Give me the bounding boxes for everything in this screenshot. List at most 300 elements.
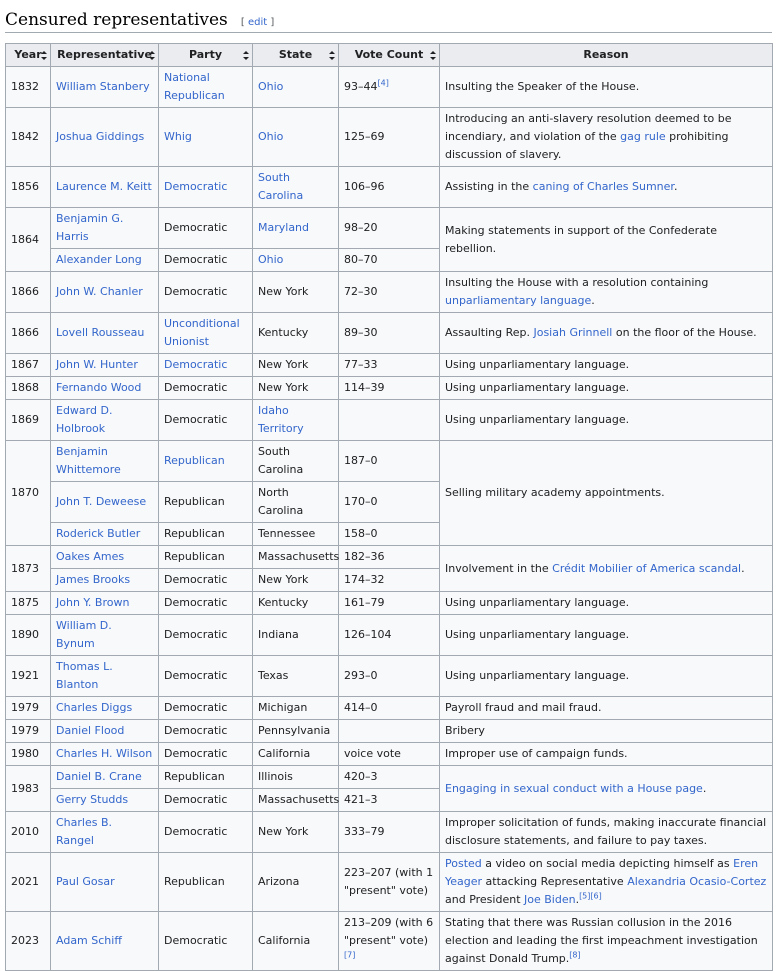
state-cell (253, 482, 339, 523)
reason-text: prohibiting discussion of slavery. (445, 130, 729, 161)
representative-cell (51, 167, 159, 208)
party-cell (159, 441, 253, 482)
representative-cell (51, 592, 159, 615)
representative-link[interactable]: William D. Bynum (56, 619, 112, 650)
party-value: Democratic (164, 285, 228, 298)
reason-cell (440, 766, 773, 812)
reason-text: . (741, 561, 745, 575)
vote-count-cell (339, 743, 440, 766)
reason-cell (440, 812, 773, 853)
vote-count-value: 421–3 (344, 793, 378, 806)
representative-link[interactable]: Alexander Long (56, 253, 142, 266)
table-row (6, 167, 773, 208)
year-cell (6, 656, 51, 697)
representative-cell (51, 108, 159, 167)
state-cell (253, 67, 339, 108)
representative-link[interactable]: Charles H. Wilson (56, 747, 153, 760)
year-value: 1980 (11, 747, 39, 760)
reason-cell (440, 400, 773, 441)
representative-cell (51, 249, 159, 272)
representative-cell (51, 789, 159, 812)
party-cell (159, 766, 253, 789)
state-cell (253, 697, 339, 720)
vote-count-cell (339, 167, 440, 208)
state-cell (253, 853, 339, 912)
representative-cell (51, 208, 159, 249)
reason-text: Using unparliamentary language. (445, 628, 630, 641)
representative-link[interactable]: Fernando Wood (56, 381, 142, 394)
citation-link[interactable]: [4] (377, 78, 389, 88)
vote-count-cell (339, 67, 440, 108)
year-cell (6, 812, 51, 853)
state-value: Illinois (258, 770, 293, 783)
reason-text: Insulting the House with a resolution containing (445, 276, 709, 289)
representative-cell (51, 569, 159, 592)
vote-count-value: 125–69 (344, 130, 385, 143)
reason-text: on the floor of the House. (612, 326, 757, 339)
year-cell (6, 377, 51, 400)
state-cell (253, 546, 339, 569)
representative-link[interactable]: Charles Diggs (56, 701, 133, 714)
vote-count-cell (339, 523, 440, 546)
vote-count-cell (339, 272, 440, 313)
party-cell (159, 812, 253, 853)
year-cell (6, 546, 51, 592)
year-value: 1864 (11, 232, 39, 246)
vote-count-value: 293–0 (344, 669, 378, 682)
party-value: Democratic (164, 724, 228, 737)
state-value: Pennsylvania (258, 724, 331, 737)
year-cell (6, 592, 51, 615)
vote-count-cell (339, 208, 440, 249)
reason-cell (440, 656, 773, 697)
year-cell (6, 720, 51, 743)
state-link[interactable]: South Carolina (258, 171, 304, 202)
sort-icon[interactable] (243, 51, 248, 60)
year-value: 1890 (11, 628, 39, 641)
vote-count-value: 182–36 (344, 550, 385, 563)
vote-count-cell (339, 812, 440, 853)
year-cell (6, 108, 51, 167)
vote-count-value: 187–0 (344, 454, 378, 467)
reason-text: Using unparliamentary language. (445, 669, 630, 682)
representative-link[interactable]: Joshua Giddings (56, 130, 145, 143)
table-row (6, 812, 773, 853)
reason-text: attacking Representative (482, 875, 628, 888)
representative-link[interactable]: Daniel Flood (56, 724, 125, 737)
reason-link[interactable]: Eren Yeager (445, 857, 759, 888)
vote-count-value: 126–104 (344, 628, 392, 641)
reason-text: Improper use of campaign funds. (445, 747, 628, 760)
state-link[interactable]: Ohio (258, 80, 284, 93)
party-value: Democratic (164, 253, 228, 266)
party-cell (159, 592, 253, 615)
state-cell (253, 743, 339, 766)
reason-text: . (702, 781, 707, 795)
reason-link[interactable]: Engaging in sexual conduct with a House page (445, 781, 703, 795)
reason-cell (440, 592, 773, 615)
state-cell (253, 766, 339, 789)
state-value: Indiana (258, 628, 299, 641)
vote-count-value: 333–79 (344, 825, 385, 838)
vote-count-value: 89–30 (344, 326, 378, 339)
reason-cell (440, 697, 773, 720)
vote-count-cell (339, 249, 440, 272)
year-value: 1873 (11, 561, 39, 575)
reason-text: Insulting the Speaker of the House. (445, 80, 640, 93)
reason-text: Using unparliamentary language. (445, 381, 630, 394)
reason-text: Improper solicitation of funds, making inaccurate financial disclosure statements, and failure to pay taxes. (445, 816, 767, 847)
table-row (6, 67, 773, 108)
state-cell (253, 249, 339, 272)
state-cell (253, 523, 339, 546)
representative-link[interactable]: Oakes Ames (56, 550, 125, 563)
reason-cell (440, 208, 773, 272)
representative-link[interactable]: William Stanbery (56, 80, 150, 93)
reason-text: Using unparliamentary language. (445, 358, 630, 371)
party-value: Democratic (164, 825, 228, 838)
table-row (6, 313, 773, 354)
party-cell (159, 482, 253, 523)
reason-cell (440, 912, 773, 971)
representative-cell (51, 523, 159, 546)
reason-cell (440, 108, 773, 167)
reason-text: . (575, 893, 580, 906)
representative-cell (51, 354, 159, 377)
reason-text: . (673, 180, 678, 193)
vote-count-cell (339, 592, 440, 615)
table-row (6, 208, 773, 249)
state-value: Arizona (258, 875, 300, 888)
table-row (6, 354, 773, 377)
vote-count-value: 158–0 (344, 527, 378, 540)
vote-count-cell (339, 853, 440, 912)
party-cell (159, 313, 253, 354)
year-value: 1870 (11, 486, 39, 499)
party-cell (159, 400, 253, 441)
representative-cell (51, 313, 159, 354)
representative-link[interactable]: Daniel B. Crane (56, 770, 142, 783)
reason-text: Payroll fraud and mail fraud. (445, 701, 602, 714)
vote-count-cell (339, 615, 440, 656)
vote-count-value: 420–3 (344, 770, 378, 783)
party-link[interactable]: Whig (164, 130, 192, 143)
representative-link[interactable]: James Brooks (56, 573, 131, 586)
reason-text: Using unparliamentary language. (445, 596, 630, 609)
year-value: 1842 (11, 130, 39, 143)
reason-cell (440, 354, 773, 377)
year-value: 1856 (11, 180, 39, 193)
reason-link[interactable]: Crédit Mobilier of America scandal (552, 561, 742, 575)
reason-link[interactable]: Posted (445, 857, 482, 870)
reason-text: Assisting in the (445, 180, 533, 193)
state-value: Michigan (258, 701, 308, 714)
party-link[interactable]: Republican (164, 454, 225, 467)
representative-link[interactable]: Adam Schiff (56, 934, 122, 947)
party-link[interactable]: Democratic (164, 180, 228, 193)
party-cell (159, 272, 253, 313)
party-cell (159, 354, 253, 377)
representative-link[interactable]: John Y. Brown (56, 596, 130, 609)
party-cell (159, 546, 253, 569)
table-row (6, 720, 773, 743)
state-cell (253, 313, 339, 354)
representative-cell (51, 812, 159, 853)
reason-link[interactable]: gag rule (620, 130, 666, 143)
vote-count-value: 80–70 (344, 253, 378, 266)
vote-count-cell (339, 789, 440, 812)
state-link[interactable]: Ohio (258, 253, 284, 266)
vote-count-value: 170–0 (344, 495, 378, 508)
representative-cell (51, 377, 159, 400)
representative-cell (51, 853, 159, 912)
state-cell (253, 272, 339, 313)
year-cell (6, 400, 51, 441)
party-value: Republican (164, 495, 225, 508)
state-link[interactable]: Ohio (258, 130, 284, 143)
year-value: 1921 (11, 669, 39, 682)
representative-link[interactable]: Laurence M. Keitt (56, 180, 152, 193)
state-value: Kentucky (258, 596, 309, 609)
representative-link[interactable]: Lovell Rousseau (56, 326, 145, 339)
citation-link[interactable]: [5][6] (579, 891, 602, 901)
col-reason-header: Reason (440, 44, 773, 67)
party-cell (159, 697, 253, 720)
reason-cell (440, 615, 773, 656)
reason-link[interactable]: unparliamentary language (445, 294, 592, 307)
representative-link[interactable]: John W. Chanler (56, 285, 143, 298)
party-cell (159, 523, 253, 546)
representative-link[interactable]: John W. Hunter (56, 358, 138, 371)
reason-cell (440, 546, 773, 592)
party-value: Democratic (164, 596, 228, 609)
reason-text: and President (445, 893, 524, 906)
table-row (6, 400, 773, 441)
reason-cell (440, 720, 773, 743)
representative-cell (51, 67, 159, 108)
reason-text: Stating that there was Russian collusion in the 2016 election and leading the first impeachment investigation against Donald Trump. (445, 916, 758, 965)
vote-count-value: 161–79 (344, 596, 385, 609)
state-cell (253, 354, 339, 377)
vote-count-cell (339, 400, 440, 441)
vote-count-value: 213–209 (with 6 "present" vote) (344, 916, 434, 947)
year-value: 1866 (11, 285, 39, 298)
state-value: New York (258, 358, 309, 371)
state-cell (253, 812, 339, 853)
reason-cell (440, 313, 773, 354)
representative-cell (51, 272, 159, 313)
year-value: 1983 (11, 781, 39, 795)
year-cell (6, 766, 51, 812)
state-cell (253, 208, 339, 249)
year-value: 1979 (11, 724, 39, 737)
state-value: California (258, 934, 311, 947)
year-value: 1868 (11, 381, 39, 394)
state-value: New York (258, 573, 309, 586)
vote-count-cell (339, 697, 440, 720)
party-value: Democratic (164, 701, 228, 714)
party-value: Democratic (164, 221, 228, 234)
state-cell (253, 615, 339, 656)
vote-count-value: 77–33 (344, 358, 378, 371)
year-value: 1867 (11, 358, 39, 371)
state-value: New York (258, 381, 309, 394)
party-cell (159, 377, 253, 400)
representative-link[interactable]: Benjamin G. Harris (56, 212, 124, 243)
state-cell (253, 912, 339, 971)
year-cell (6, 853, 51, 912)
col-state-header[interactable]: State (253, 44, 339, 67)
vote-count-cell (339, 569, 440, 592)
representative-cell (51, 400, 159, 441)
year-cell (6, 912, 51, 971)
year-cell (6, 167, 51, 208)
representative-link[interactable]: Edward D. Holbrook (56, 404, 113, 435)
year-value: 1866 (11, 326, 39, 339)
col-year-header[interactable]: Year (6, 44, 51, 67)
representative-link[interactable]: Benjamin Whittemore (56, 445, 121, 476)
party-value: Democratic (164, 628, 228, 641)
party-value: Democratic (164, 413, 228, 426)
party-value: Democratic (164, 573, 228, 586)
party-cell (159, 569, 253, 592)
reason-cell (440, 67, 773, 108)
party-link[interactable]: Unconditional Unionist (164, 317, 240, 348)
state-cell (253, 720, 339, 743)
state-value: South Carolina (258, 445, 304, 476)
vote-count-value: 174–32 (344, 573, 385, 586)
vote-count-cell (339, 441, 440, 482)
party-cell (159, 720, 253, 743)
state-value: Massachusetts (258, 793, 340, 806)
representative-link[interactable]: John T. Deweese (56, 495, 147, 508)
table-row (6, 441, 773, 482)
party-cell (159, 912, 253, 971)
state-value: Tennessee (258, 527, 316, 540)
vote-count-value: 223–207 (with 1 "present" vote) (344, 866, 434, 897)
sort-icon[interactable] (41, 51, 46, 60)
year-cell (6, 313, 51, 354)
party-cell (159, 853, 253, 912)
year-value: 1869 (11, 413, 39, 426)
table-row (6, 377, 773, 400)
representative-link[interactable]: Charles B. Rangel (56, 816, 113, 847)
table-row (6, 912, 773, 971)
table-row (6, 272, 773, 313)
representative-link[interactable]: Roderick Butler (56, 527, 141, 540)
year-cell (6, 354, 51, 377)
state-link[interactable]: Idaho Territory (258, 404, 304, 435)
representative-cell (51, 743, 159, 766)
sort-icon[interactable] (329, 51, 334, 60)
reason-cell (440, 272, 773, 313)
vote-count-value: 93–44 (344, 80, 378, 93)
party-value: Republican (164, 527, 225, 540)
party-cell (159, 108, 253, 167)
reason-link[interactable]: caning of Charles Sumner (532, 180, 674, 193)
party-link[interactable]: National Republican (164, 71, 225, 102)
state-cell (253, 400, 339, 441)
state-cell (253, 377, 339, 400)
representative-cell (51, 720, 159, 743)
representative-link[interactable]: Thomas L. Blanton (56, 660, 113, 691)
vote-count-cell (339, 546, 440, 569)
vote-count-value: 98–20 (344, 221, 378, 234)
table-row (6, 592, 773, 615)
vote-count-cell (339, 720, 440, 743)
vote-count-cell (339, 108, 440, 167)
representative-cell (51, 482, 159, 523)
party-cell (159, 656, 253, 697)
table-row (6, 546, 773, 569)
state-value: North Carolina (258, 486, 304, 517)
representative-cell (51, 656, 159, 697)
citation-link[interactable]: [7] (344, 950, 356, 960)
vote-count-cell (339, 354, 440, 377)
reason-cell (440, 377, 773, 400)
reason-text: . (591, 294, 595, 307)
year-value: 1875 (11, 596, 39, 609)
vote-count-value: 106–96 (344, 180, 385, 193)
reason-text: a video on social media depicting himself as (481, 857, 734, 870)
year-cell (6, 208, 51, 272)
representative-cell (51, 441, 159, 482)
col-representative-header[interactable]: Representative (51, 44, 159, 67)
table-row (6, 656, 773, 697)
representative-cell (51, 766, 159, 789)
table-row (6, 853, 773, 912)
representative-link[interactable]: Gerry Studds (56, 793, 129, 806)
table-row (6, 108, 773, 167)
reason-text: Using unparliamentary language. (445, 413, 630, 426)
vote-count-cell (339, 377, 440, 400)
col-vote-count-header[interactable]: Vote Count (339, 44, 440, 67)
vote-count-cell (339, 766, 440, 789)
year-cell (6, 67, 51, 108)
edit-section: [ edit ] (240, 17, 275, 28)
party-cell (159, 67, 253, 108)
state-link[interactable]: Maryland (258, 221, 310, 234)
reason-link[interactable]: Josiah Grinnell (533, 326, 613, 339)
party-cell (159, 208, 253, 249)
reason-cell (440, 441, 773, 546)
party-cell (159, 167, 253, 208)
table-row (6, 766, 773, 789)
party-value: Republican (164, 875, 225, 888)
edit-section-link[interactable]: edit (247, 17, 268, 28)
sort-icon[interactable] (430, 51, 435, 60)
year-cell (6, 615, 51, 656)
representative-link[interactable]: Paul Gosar (56, 875, 115, 888)
state-value: Texas (258, 669, 289, 682)
reason-link[interactable]: Alexandria Ocasio-Cortez (627, 875, 767, 888)
party-value: Democratic (164, 934, 228, 947)
reason-text: Making statements in support of the Confederate rebellion. (445, 223, 717, 255)
state-cell (253, 656, 339, 697)
table-row (6, 615, 773, 656)
vote-count-value: 114–39 (344, 381, 385, 394)
state-cell (253, 167, 339, 208)
party-value: Democratic (164, 793, 228, 806)
sort-icon[interactable] (149, 51, 154, 60)
reason-link[interactable]: Joe Biden (524, 893, 576, 906)
vote-count-value: voice vote (344, 747, 401, 760)
year-cell (6, 697, 51, 720)
citation-link[interactable]: [8] (569, 950, 581, 960)
party-link[interactable]: Democratic (164, 358, 228, 371)
vote-count-value: 72–30 (344, 285, 378, 298)
col-party-header[interactable]: Party (159, 44, 253, 67)
